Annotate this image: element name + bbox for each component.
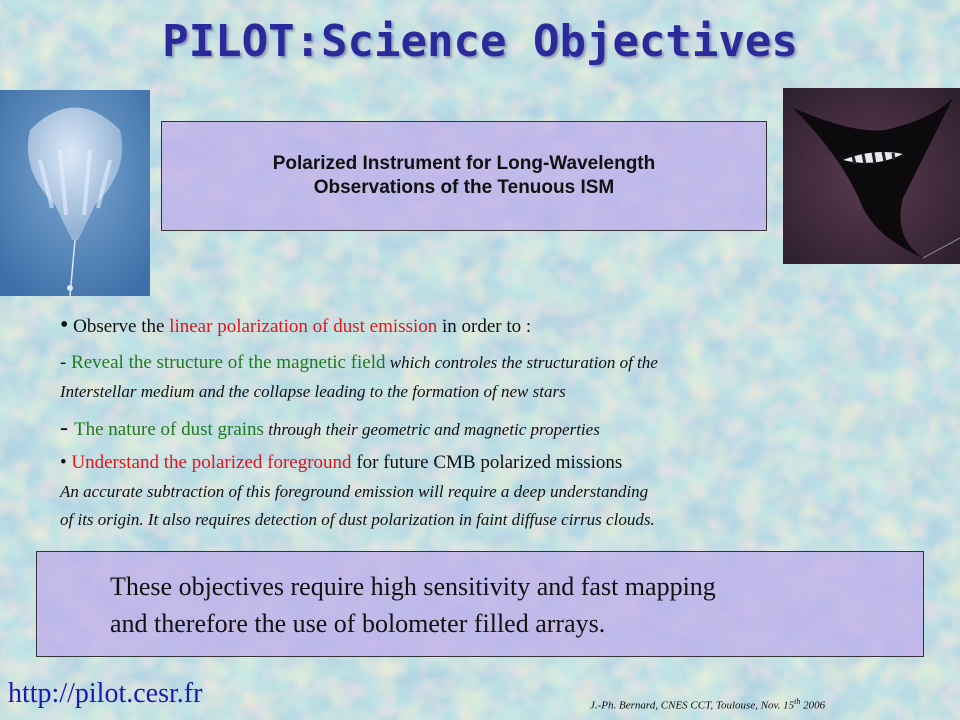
bullet-mark: •: [60, 452, 72, 473]
foreground-detail-line-2: of its origin. It also requires detection of dust polarization in faint diffuse cirrus clouds.: [60, 510, 655, 529]
dash-mark: -: [60, 352, 72, 373]
foreground-detail-line-1: An accurate subtraction of this foreground emission will require a deep understanding: [60, 482, 649, 501]
observe-suffix: in order to :: [437, 316, 532, 337]
author-credit: [590, 697, 825, 712]
item-magnetic-field: [60, 352, 658, 374]
manta-ray-illustration: [783, 88, 960, 264]
balloon-photo: [0, 90, 150, 296]
acronym-line-2: Observations of the Tenuous ISM: [313, 177, 615, 198]
acronym-box: [161, 121, 767, 231]
magnetic-field-line-2: Interstellar medium and the collapse leading to the formation of new stars: [60, 382, 566, 401]
linear-polarization-highlight: linear polarization of dust emission: [169, 316, 438, 337]
summary-line-1: These objectives require high sensitivity and fast mapping: [110, 572, 716, 601]
foreground-highlight: Understand the polarized foreground: [71, 452, 352, 473]
dust-grains-highlight: The nature of dust grains: [74, 419, 264, 440]
summary-box: [36, 551, 924, 657]
acronym-line-1: Polarized Instrument for Long-Wavelength: [272, 153, 656, 174]
dash-mark: -: [60, 415, 74, 441]
credit-superscript: th: [794, 697, 801, 706]
slide-title: PILOT:Science Objectives: [162, 16, 798, 67]
magnetic-field-detail: which controles the structuration of the: [385, 353, 658, 372]
item-dust-grains: [60, 415, 600, 442]
summary-line-2: and therefore the use of bolometer filled arrays.: [110, 609, 606, 638]
bullet-foreground: [60, 452, 622, 474]
credit-text: J.-Ph. Bernard, CNES CCT, Toulouse, Nov. 15: [590, 699, 795, 712]
bullet-observe: [60, 312, 531, 339]
bullet-mark: •: [60, 312, 69, 338]
magnetic-field-highlight: Reveal the structure of the magnetic field: [71, 352, 386, 373]
dust-grains-detail: through their geometric and magnetic properties: [263, 420, 600, 439]
credit-year: 2006: [800, 699, 826, 712]
foreground-suffix: for future CMB polarized missions: [351, 452, 623, 473]
website-link[interactable]: http://pilot.cesr.fr: [8, 678, 203, 709]
observe-prefix: Observe the: [73, 316, 170, 337]
